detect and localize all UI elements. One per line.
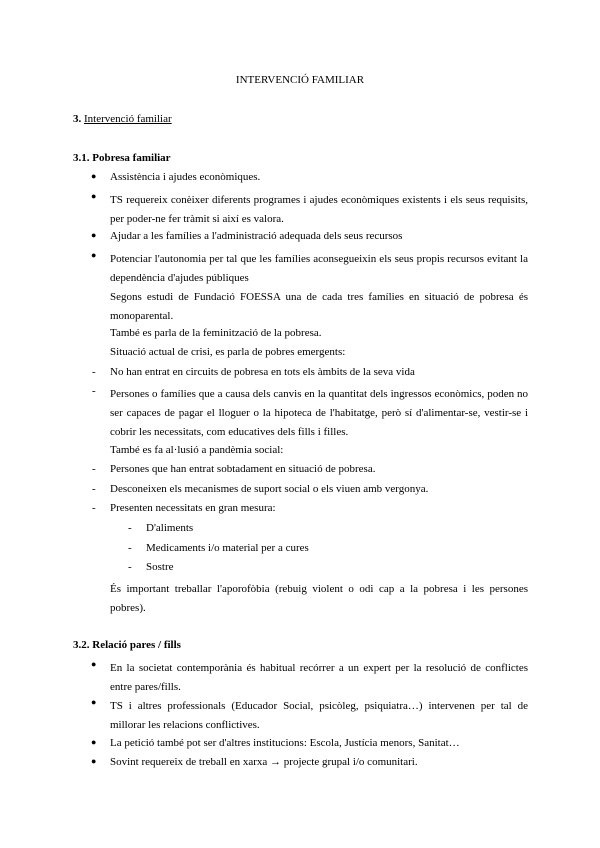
list-item-text: Ajudar a les famílies a l'administració adequada dels seus recursos	[110, 230, 403, 242]
list-item-text: D'aliments	[146, 522, 194, 534]
list-item-text: Potenciar l'autonomia per tal que les famílies aconsegueixin els seus propis recursos evitant la dependència d'ajudes públiques	[110, 253, 528, 284]
list-item-text: Sovint requereix de treball en xarxa → projecte grupal i/o comunitari.	[110, 756, 418, 768]
list-item-text: Persones o famílies que a causa dels canvis en la quantitat dels ingressos econòmics, poden no ser capaces de pagar el lloguer o la hipoteca de l'habitatge, però sí d'alimentar-se, vestir-se i cobrir les necessitats, com educatives dels fills i filles.	[110, 388, 528, 438]
dash-marker: -	[128, 522, 132, 534]
list-item-text: Presenten necessitats en gran mesura:	[110, 502, 276, 514]
list-item-text: No han entrat en circuits de pobresa en tots els àmbits de la seva vida	[110, 366, 415, 378]
bullet-marker: ●	[91, 659, 97, 669]
paragraph-text: També es parla de la feminització de la pobresa.	[110, 327, 322, 339]
section-number: 3.	[73, 113, 82, 125]
list-item-text: Medicaments i/o material per a cures	[146, 542, 309, 554]
list-item-text: TS requereix conèixer diferents programes i ajudes econòmiques existents i els seus requisits, per poder-ne fer tràmit si així es valora.	[110, 194, 528, 225]
list-item-text: Assistència i ajudes econòmiques.	[110, 171, 261, 183]
page-title: INTERVENCIÓ FAMILIAR	[235, 74, 365, 86]
paragraph-text: També es fa al·lusió a pandèmia social:	[110, 444, 284, 456]
section-heading-3	[73, 113, 172, 125]
dash-marker: -	[92, 385, 96, 397]
list-item-text: En la societat contemporània és habitual recórrer a un expert per la resolució de conflictes entre pares/fills.	[110, 662, 528, 693]
subsection-heading-3-2: 3.2. Relació pares / fills	[73, 639, 181, 651]
dash-marker: -	[128, 561, 132, 573]
bullet-marker: ●	[91, 230, 97, 240]
paragraph-text: És important treballar l'aporofòbia (rebuig violent o odi cap a la pobresa i les persones pobres).	[110, 583, 528, 614]
dash-marker: -	[128, 542, 132, 554]
bullet-marker: ●	[91, 191, 97, 201]
list-item-text: TS i altres professionals (Educador Social, psicòleg, psiquiatra…) intervenen per tal de millorar les relacions conflictives.	[110, 700, 528, 731]
bullet-marker: ●	[91, 737, 97, 747]
bullet-marker: ●	[91, 756, 97, 766]
paragraph-text: Situació actual de crisi, es parla de pobres emergents:	[110, 346, 346, 358]
dash-marker: -	[92, 366, 96, 378]
dash-marker: -	[92, 502, 96, 514]
bullet-marker: ●	[91, 250, 97, 260]
subsection-heading-3-1: 3.1. Pobresa familiar	[73, 152, 171, 164]
list-item-text: Sostre	[146, 561, 174, 573]
list-item-text: La petició també pot ser d'altres institucions: Escola, Justícia menors, Sanitat…	[110, 737, 460, 749]
dash-marker: -	[92, 483, 96, 495]
section-label: Intervenció familiar	[84, 113, 172, 125]
bullet-marker: ●	[91, 697, 97, 707]
dash-marker: -	[92, 463, 96, 475]
paragraph-text: Segons estudi de Fundació FOESSA una de cada tres famílies en situació de pobresa és monoparental.	[110, 291, 528, 322]
list-item-text: Desconeixen els mecanismes de suport social o els viuen amb vergonya.	[110, 483, 429, 495]
bullet-marker: ●	[91, 171, 97, 181]
list-item-text: Persones que han entrat sobtadament en situació de pobresa.	[110, 463, 376, 475]
